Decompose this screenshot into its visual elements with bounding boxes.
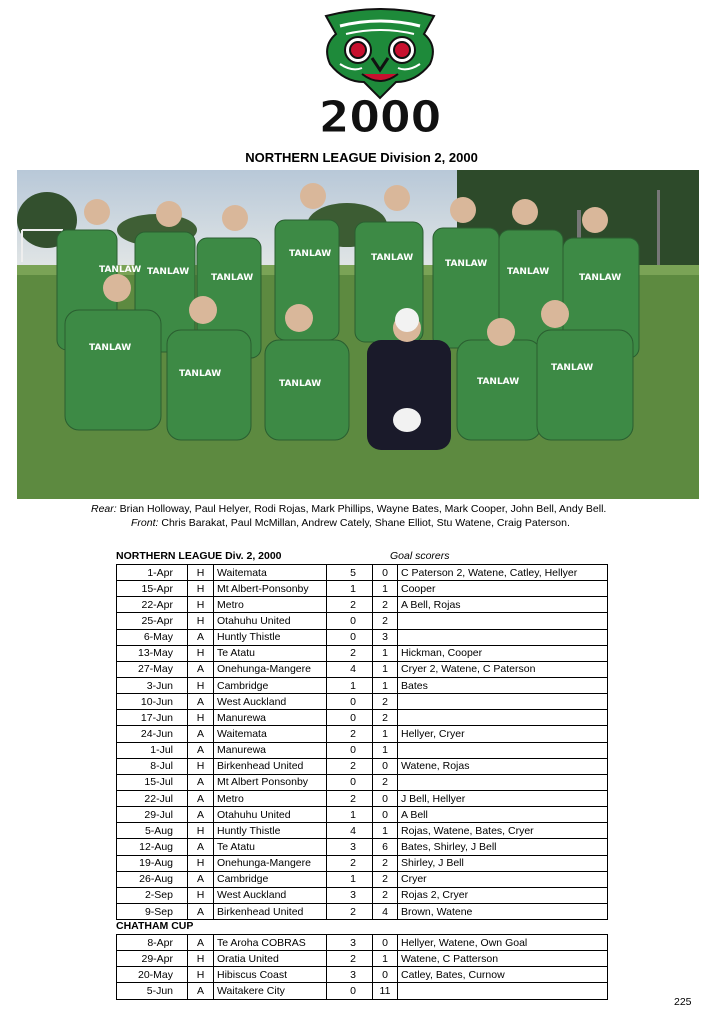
home-away: A [188, 694, 214, 710]
opponent: Te Aroha COBRAS [214, 935, 327, 951]
sponsor-text: TANLAW [99, 265, 142, 275]
home-away: A [188, 839, 214, 855]
opponent: Waitemata [214, 565, 327, 581]
table-row [117, 887, 608, 903]
match-date: 5-Jun [117, 983, 188, 999]
opponent: Manurewa [214, 742, 327, 758]
table-row [117, 871, 608, 887]
home-away: A [188, 774, 214, 790]
home-away: H [188, 645, 214, 661]
home-away: A [188, 661, 214, 677]
match-date: 10-Jun [117, 694, 188, 710]
goals-for: 0 [327, 629, 373, 645]
goals-for: 2 [327, 951, 373, 967]
home-away: H [188, 951, 214, 967]
match-date: 22-Jul [117, 790, 188, 806]
goal-scorers: J Bell, Hellyer [398, 790, 608, 806]
table-row [117, 774, 608, 790]
logo-year: 2000 [318, 92, 442, 138]
table-row [117, 581, 608, 597]
opponent: Otahuhu United [214, 613, 327, 629]
goals-against: 1 [373, 742, 398, 758]
table-row [117, 677, 608, 693]
home-away: H [188, 710, 214, 726]
goals-against: 4 [373, 903, 398, 919]
opponent: Huntly Thistle [214, 823, 327, 839]
home-away: H [188, 823, 214, 839]
opponent: Mt Albert Ponsonby [214, 774, 327, 790]
match-date: 8-Apr [117, 935, 188, 951]
goal-scorers: Shirley, J Bell [398, 855, 608, 871]
table-row [117, 726, 608, 742]
table-row [117, 613, 608, 629]
goals-against: 0 [373, 807, 398, 823]
opponent: Huntly Thistle [214, 629, 327, 645]
opponent: Mt Albert-Ponsonby [214, 581, 327, 597]
goals-against: 2 [373, 613, 398, 629]
match-date: 15-Jul [117, 774, 188, 790]
goals-against: 0 [373, 565, 398, 581]
home-away: H [188, 597, 214, 613]
home-away: A [188, 807, 214, 823]
table-row [117, 742, 608, 758]
goal-scorers: Watene, C Patterson [398, 951, 608, 967]
goals-against: 0 [373, 967, 398, 983]
opponent: Metro [214, 790, 327, 806]
match-date: 25-Apr [117, 613, 188, 629]
home-away: A [188, 742, 214, 758]
goals-for: 4 [327, 661, 373, 677]
home-away: H [188, 613, 214, 629]
goal-scorers [398, 694, 608, 710]
goal-scorers: Rojas 2, Cryer [398, 887, 608, 903]
goals-for: 2 [327, 790, 373, 806]
match-date: 12-Aug [117, 839, 188, 855]
match-date: 9-Sep [117, 903, 188, 919]
match-date: 3-Jun [117, 677, 188, 693]
goals-against: 1 [373, 581, 398, 597]
goals-against: 1 [373, 677, 398, 693]
table-row [117, 823, 608, 839]
goal-scorers: Cryer 2, Watene, C Paterson [398, 661, 608, 677]
table-row [117, 839, 608, 855]
goals-for: 2 [327, 903, 373, 919]
home-away: H [188, 855, 214, 871]
sponsor-text: TANLAW [579, 273, 622, 283]
opponent: Te Atatu [214, 839, 327, 855]
table-row [117, 710, 608, 726]
goal-scorers: Hellyer, Cryer [398, 726, 608, 742]
goals-for: 1 [327, 871, 373, 887]
goals-against: 2 [373, 597, 398, 613]
page-number: 225 [674, 996, 692, 1008]
cup-heading: CHATHAM CUP [116, 920, 194, 932]
opponent: Onehunga-Mangere [214, 855, 327, 871]
sponsor-text: TANLAW [289, 249, 332, 259]
table-row [117, 983, 608, 999]
match-date: 2-Sep [117, 887, 188, 903]
team-photo-image-icon [17, 170, 699, 499]
table-row [117, 855, 608, 871]
sponsor-text: TANLAW [371, 253, 414, 263]
league-heading: NORTHERN LEAGUE Div. 2, 2000 [116, 550, 282, 562]
goals-for: 3 [327, 887, 373, 903]
goal-scorers [398, 710, 608, 726]
sponsor-text: TANLAW [445, 259, 488, 269]
match-date: 1-Apr [117, 565, 188, 581]
home-away: A [188, 790, 214, 806]
goals-against: 2 [373, 887, 398, 903]
goal-scorers: Cryer [398, 871, 608, 887]
goal-scorers: Catley, Bates, Curnow [398, 967, 608, 983]
front-label: Front: [131, 517, 159, 529]
cup-results-table [116, 934, 608, 1000]
goals-for: 1 [327, 677, 373, 693]
home-away: H [188, 581, 214, 597]
rear-names: Brian Holloway, Paul Helyer, Rodi Rojas, Mark Phillips, Wayne Bates, Mark Cooper, John Bell, Andy Bell. [119, 503, 607, 515]
goals-against: 2 [373, 710, 398, 726]
match-date: 29-Jul [117, 807, 188, 823]
table-row [117, 661, 608, 677]
home-away: A [188, 935, 214, 951]
goal-scorers: A Bell, Rojas [398, 597, 608, 613]
match-date: 20-May [117, 967, 188, 983]
goals-against: 2 [373, 774, 398, 790]
home-away: A [188, 726, 214, 742]
goals-for: 0 [327, 742, 373, 758]
goals-against: 1 [373, 645, 398, 661]
goal-scorers: A Bell [398, 807, 608, 823]
tiki-mask-logo-icon [312, 8, 448, 138]
match-date: 6-May [117, 629, 188, 645]
opponent: Metro [214, 597, 327, 613]
goals-for: 5 [327, 565, 373, 581]
sponsor-text: TANLAW [89, 343, 132, 353]
sponsor-text: TANLAW [147, 267, 190, 277]
page-title: NORTHERN LEAGUE Division 2, 2000 [245, 150, 478, 165]
home-away: H [188, 677, 214, 693]
home-away: A [188, 629, 214, 645]
opponent: West Auckland [214, 887, 327, 903]
goal-scorers [398, 983, 608, 999]
opponent: Waitemata [214, 726, 327, 742]
match-date: 26-Aug [117, 871, 188, 887]
goals-for: 0 [327, 710, 373, 726]
goals-against: 2 [373, 694, 398, 710]
table-row [117, 935, 608, 951]
goals-against: 2 [373, 871, 398, 887]
match-date: 1-Jul [117, 742, 188, 758]
opponent: Manurewa [214, 710, 327, 726]
league-results-table [116, 564, 608, 920]
goals-against: 1 [373, 726, 398, 742]
match-date: 22-Apr [117, 597, 188, 613]
goal-scorers-heading: Goal scorers [390, 550, 450, 562]
home-away: H [188, 758, 214, 774]
table-row [117, 565, 608, 581]
match-date: 24-Jun [117, 726, 188, 742]
home-away: H [188, 967, 214, 983]
goals-for: 4 [327, 823, 373, 839]
goal-scorers: Bates, Shirley, J Bell [398, 839, 608, 855]
match-date: 27-May [117, 661, 188, 677]
sponsor-text: TANLAW [551, 363, 594, 373]
match-date: 8-Jul [117, 758, 188, 774]
sponsor-text: TANLAW [211, 273, 254, 283]
goals-against: 0 [373, 790, 398, 806]
goal-scorers: C Paterson 2, Watene, Catley, Hellyer [398, 565, 608, 581]
opponent: West Auckland [214, 694, 327, 710]
opponent: Cambridge [214, 871, 327, 887]
goals-against: 11 [373, 983, 398, 999]
team-photo [17, 170, 699, 499]
goal-scorers: Hickman, Cooper [398, 645, 608, 661]
goals-for: 0 [327, 774, 373, 790]
match-date: 17-Jun [117, 710, 188, 726]
goals-against: 6 [373, 839, 398, 855]
club-logo [312, 8, 448, 138]
match-date: 19-Aug [117, 855, 188, 871]
opponent: Birkenhead United [214, 903, 327, 919]
opponent: Onehunga-Mangere [214, 661, 327, 677]
goal-scorers: Bates [398, 677, 608, 693]
goal-scorers: Brown, Watene [398, 903, 608, 919]
match-date: 13-May [117, 645, 188, 661]
goals-against: 0 [373, 935, 398, 951]
table-row [117, 903, 608, 919]
opponent: Waitakere City [214, 983, 327, 999]
opponent: Hibiscus Coast [214, 967, 327, 983]
goals-against: 3 [373, 629, 398, 645]
goals-for: 3 [327, 935, 373, 951]
goal-scorers [398, 774, 608, 790]
goals-for: 2 [327, 726, 373, 742]
table-row [117, 597, 608, 613]
home-away: A [188, 983, 214, 999]
sponsor-text: TANLAW [477, 377, 520, 387]
table-row [117, 758, 608, 774]
rear-label: Rear: [91, 503, 117, 515]
goals-for: 0 [327, 983, 373, 999]
match-date: 15-Apr [117, 581, 188, 597]
opponent: Oratia United [214, 951, 327, 967]
goals-for: 2 [327, 645, 373, 661]
goals-against: 1 [373, 661, 398, 677]
goal-scorers [398, 742, 608, 758]
goals-for: 1 [327, 807, 373, 823]
goal-scorers: Rojas, Watene, Bates, Cryer [398, 823, 608, 839]
goals-against: 2 [373, 855, 398, 871]
table-row [117, 694, 608, 710]
match-date: 29-Apr [117, 951, 188, 967]
table-row [117, 807, 608, 823]
goals-against: 1 [373, 823, 398, 839]
match-date: 5-Aug [117, 823, 188, 839]
home-away: H [188, 887, 214, 903]
goals-for: 0 [327, 694, 373, 710]
goal-scorers [398, 613, 608, 629]
goals-for: 0 [327, 613, 373, 629]
goals-for: 3 [327, 839, 373, 855]
table-row [117, 951, 608, 967]
goals-for: 3 [327, 967, 373, 983]
sponsor-text: TANLAW [507, 267, 550, 277]
sponsor-text: TANLAW [279, 379, 322, 389]
opponent: Te Atatu [214, 645, 327, 661]
home-away: H [188, 565, 214, 581]
goal-scorers [398, 629, 608, 645]
goals-for: 2 [327, 758, 373, 774]
goals-for: 1 [327, 581, 373, 597]
home-away: A [188, 903, 214, 919]
goals-for: 2 [327, 855, 373, 871]
goal-scorers: Hellyer, Watene, Own Goal [398, 935, 608, 951]
goals-for: 2 [327, 597, 373, 613]
table-row [117, 967, 608, 983]
table-row [117, 629, 608, 645]
opponent: Birkenhead United [214, 758, 327, 774]
opponent: Cambridge [214, 677, 327, 693]
goals-against: 0 [373, 758, 398, 774]
goal-scorers: Cooper [398, 581, 608, 597]
table-row [117, 790, 608, 806]
sponsor-text: TANLAW [179, 369, 222, 379]
goal-scorers: Watene, Rojas [398, 758, 608, 774]
front-names: Chris Barakat, Paul McMillan, Andrew Cately, Shane Elliot, Stu Watene, Craig Paterson. [161, 517, 570, 529]
table-row [117, 645, 608, 661]
goals-against: 1 [373, 951, 398, 967]
opponent: Otahuhu United [214, 807, 327, 823]
home-away: A [188, 871, 214, 887]
